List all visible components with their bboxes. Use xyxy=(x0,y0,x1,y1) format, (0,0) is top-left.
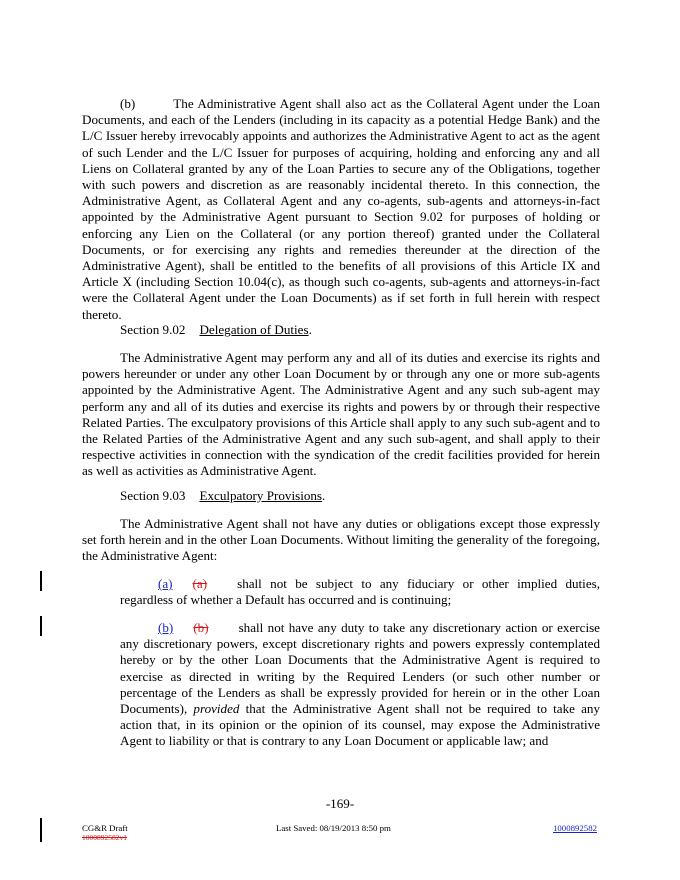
section-9-02-number: Section 9.02 xyxy=(120,322,186,337)
paragraph-b-text: The Administrative Agent shall also act as the Collateral Agent under the Loan Documents, and each of the Lenders (including in its capacity as a potential Hedge Bank) and the L/C Issuer hereby irrevocably appoints and authorizes the Administrative Agent to act as the agent of such Lender and the L/C Issuer for purposes of acquiring, holding and enforcing any and all Liens on Collateral granted by any of the Loan Parties to secure any of the Obligations, together with such powers and discretion as are reasonably incidental thereto. In this connection, the Administrative Agent, as Collateral Agent and any co-agents, sub-agents and attorneys-in-fact appointed by the Administrative Agent pursuant to Section 9.02 for purposes of holding or enforcing any Lien on the Collateral (or any portion thereof) granted under the Collateral Documents, or for exercising any rights and remedies thereunder at the direction of the Administrative Agent), shall be entitled to the benefits of all provisions of this Article IX and Article X (including Section 10.04(c), as though such co-agents, sub-agents and attorneys-in-fact were the Collateral Agent under the Loan Documents) as if set forth in full herein with respect thereto. xyxy=(82,96,600,322)
item-a-text: shall not be subject to any fiduciary or other implied duties, regardless of whether a Default has occurred and is continuing; xyxy=(120,576,600,608)
footer-docid: 1000892582 xyxy=(553,823,597,833)
footer-last-saved: Last Saved: 08/19/2013 8:50 pm xyxy=(276,823,391,833)
footer-draft-label: CG&R Draft xyxy=(82,823,128,833)
section-9-03-heading: Section 9.03 Exculpatory Provisions. xyxy=(120,488,326,503)
item-a-inserted-label: (a) xyxy=(158,576,173,591)
item-b-text-1: shall not have any duty to take any discretionary action or exercise any discretionary powers, except discretionary rights and powers expressly contemplated hereby or by the other Loan Documents that the Administrative Agent is required to exercise as directed in writing by the Required Lenders (or such other number or percentage of the Lenders as shall be expressly provided for herein or in the other Loan Documents), xyxy=(120,620,600,717)
item-b-italic: provided xyxy=(193,701,240,717)
footer-left xyxy=(82,823,128,843)
paragraph-b xyxy=(82,96,600,323)
change-bar xyxy=(40,571,42,591)
item-b-text-2: that the Administrative Agent shall not be required to take any action that, in its opinion or the opinion of its counsel, may expose the Administrative Agent to liability or that is contrary to any Loan Document or applicable law; and xyxy=(120,701,600,749)
section-9-02-heading: Section 9.02 Delegation of Duties. xyxy=(120,322,312,337)
section-9-03-title: Exculpatory Provisions xyxy=(199,488,323,503)
section-9-02-body: The Administrative Agent may perform any and all of its duties and exercise its rights and powers hereunder or under any other Loan Document by or through any one or more sub-agents appointed by the Administrative Agent. The Administrative Agent and any such sub-agent may perform any and all of its duties and exercise its rights and powers by or through their respective Related Parties. The exculpatory provisions of this Article shall apply to any such sub-agent and to the Related Parties of the Administrative Agent and any such sub-agent, and shall apply to their respective activities in connection with the syndication of the credit facilities provided for herein as well as activities as Administrative Agent. xyxy=(82,350,600,479)
item-a-deleted-label: (a) xyxy=(192,576,208,591)
item-b xyxy=(120,620,600,750)
section-9-03-number: Section 9.03 xyxy=(120,488,186,503)
page-number: -169- xyxy=(325,796,355,811)
change-bar xyxy=(40,818,42,842)
item-b-deleted-label: (b) xyxy=(193,620,209,635)
paragraph-b-label: (b) xyxy=(120,96,136,111)
section-9-02-title: Delegation of Duties xyxy=(199,322,309,337)
item-b-inserted-label: (b) xyxy=(158,620,174,635)
footer-deleted-docid: 1000892582v1 xyxy=(82,833,127,842)
change-bar xyxy=(40,616,42,636)
item-a xyxy=(120,576,600,608)
section-9-03-body: The Administrative Agent shall not have any duties or obligations except those expressly set forth herein and in the other Loan Documents. Without limiting the generality of the foregoing, the Administrative Agent: xyxy=(82,516,600,564)
